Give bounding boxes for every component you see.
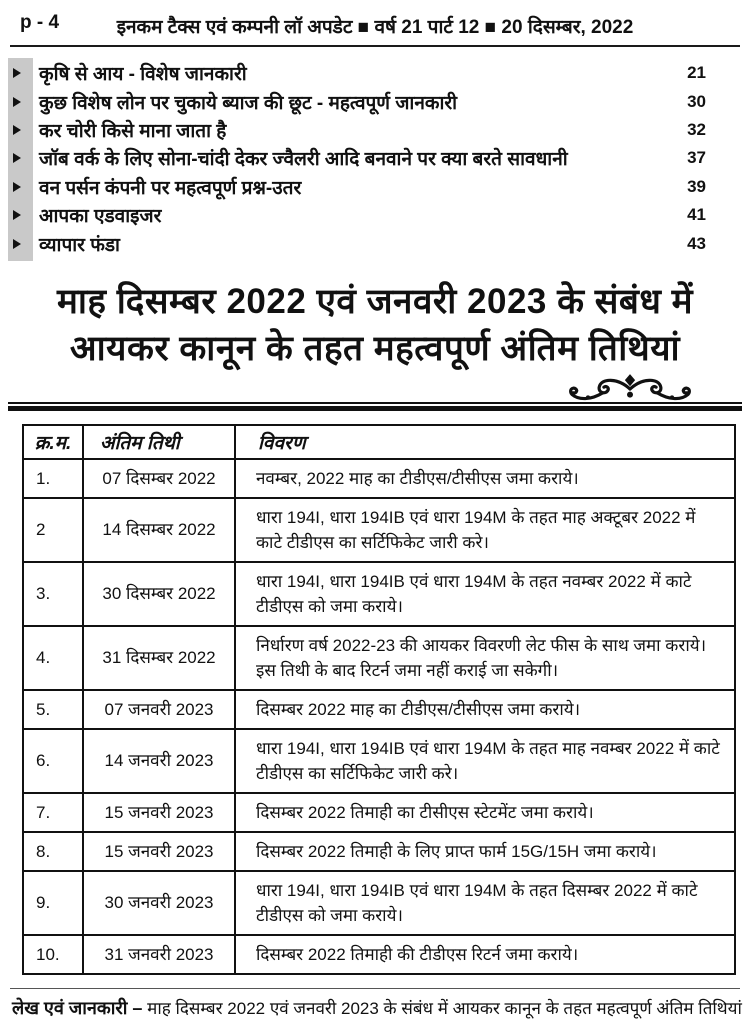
cell-last-date: 07 दिसम्बर 2022 [83, 459, 235, 498]
cell-details: धारा 194I, धारा 194IB एवं धारा 194M के तहत माह नवम्बर 2022 में काटे टीडीएस का सर्टिफिकेट जारी करे। [235, 729, 735, 793]
table-of-contents [0, 56, 750, 263]
toc-item-page-number: 37 [687, 148, 706, 168]
cell-serial: 6. [23, 729, 83, 793]
arrow-bullet-icon [13, 97, 21, 107]
cell-last-date: 15 जनवरी 2023 [83, 793, 235, 832]
toc-item-page-number: 30 [687, 91, 706, 111]
arrow-bullet-icon [13, 182, 21, 192]
cell-details: दिसम्बर 2022 तिमाही के लिए प्राप्त फार्म 15G/15H जमा कराये। [235, 832, 735, 871]
column-header-details: विवरण [235, 425, 735, 459]
toc-item [0, 59, 750, 87]
cell-details: धारा 194I, धारा 194IB एवं धारा 194M के तहत नवम्बर 2022 में काटे टीडीएस को जमा कराये। [235, 562, 735, 626]
footer-divider [10, 988, 740, 989]
toc-item [0, 173, 750, 201]
toc-item [0, 229, 750, 257]
arrow-bullet-icon [13, 153, 21, 163]
table-row [23, 498, 735, 562]
footer-note [12, 996, 742, 1020]
toc-item-label: कुछ विशेष लोन पर चुकाये ब्याज की छूट - महत्वपूर्ण जानकारी [39, 92, 458, 114]
footer-note-label: लेख एवं जानकारी – [12, 997, 143, 1018]
toc-item [0, 144, 750, 172]
cell-last-date: 30 जनवरी 2023 [83, 871, 235, 935]
arrow-bullet-icon [13, 239, 21, 249]
footer-note-text: माह दिसम्बर 2022 एवं जनवरी 2023 के संबंध में आयकर कानून के तहत महत्वपूर्ण अंतिम तिथियां [147, 998, 742, 1018]
cell-last-date: 30 दिसम्बर 2022 [83, 562, 235, 626]
masthead [10, 0, 740, 47]
cell-serial: 9. [23, 871, 83, 935]
article-title [0, 278, 750, 372]
cell-details: धारा 194I, धारा 194IB एवं धारा 194M के तहत माह अक्टूबर 2022 में काटे टीडीएस का सर्टिफिकेट जारी करे। [235, 498, 735, 562]
column-header-last-date: अंतिम तिथी [83, 425, 235, 459]
cell-last-date: 14 जनवरी 2023 [83, 729, 235, 793]
toc-item-label: वन पर्सन कंपनी पर महत्वपूर्ण प्रश्न-उतर [39, 177, 302, 199]
cell-details: दिसम्बर 2022 माह का टीडीएस/टीसीएस जमा कराये। [235, 690, 735, 729]
deadlines-table [22, 424, 736, 975]
cell-last-date: 14 दिसम्बर 2022 [83, 498, 235, 562]
cell-serial: 2 [23, 498, 83, 562]
cell-details: दिसम्बर 2022 तिमाही का टीसीएस स्टेटमेंट जमा कराये। [235, 793, 735, 832]
table-row [23, 690, 735, 729]
flourish-ornament-icon [560, 373, 700, 405]
arrow-bullet-icon [13, 68, 21, 78]
article-title-line1: माह दिसम्बर 2022 एवं जनवरी 2023 के संबंध में [56, 281, 694, 321]
cell-last-date: 07 जनवरी 2023 [83, 690, 235, 729]
cell-serial: 8. [23, 832, 83, 871]
table-row [23, 832, 735, 871]
table-row [23, 871, 735, 935]
table-row [23, 626, 735, 690]
cell-details: धारा 194I, धारा 194IB एवं धारा 194M के तहत दिसम्बर 2022 में काटे टीडीएस को जमा कराये। [235, 871, 735, 935]
toc-item [0, 116, 750, 144]
arrow-bullet-icon [13, 210, 21, 220]
toc-item-page-number: 21 [687, 63, 706, 83]
cell-last-date: 15 जनवरी 2023 [83, 832, 235, 871]
cell-serial: 1. [23, 459, 83, 498]
table-row [23, 562, 735, 626]
cell-serial: 7. [23, 793, 83, 832]
table-row [23, 729, 735, 793]
toc-item-page-number: 43 [687, 233, 706, 253]
cell-details: नवम्बर, 2022 माह का टीडीएस/टीसीएस जमा कराये। [235, 459, 735, 498]
table-row [23, 935, 735, 974]
table-header-row [23, 425, 735, 459]
cell-details: दिसम्बर 2022 तिमाही की टीडीएस रिटर्न जमा कराये। [235, 935, 735, 974]
toc-item-label: कर चोरी किसे माना जाता है [39, 120, 227, 142]
cell-last-date: 31 दिसम्बर 2022 [83, 626, 235, 690]
arrow-bullet-icon [13, 125, 21, 135]
masthead-title: इनकम टैक्स एवं कम्पनी लॉ अपडेट ■ वर्ष 21 पार्ट 12 ■ 20 दिसम्बर, 2022 [116, 17, 634, 38]
toc-item-page-number: 39 [687, 176, 706, 196]
cell-details: निर्धारण वर्ष 2022-23 की आयकर विवरणी लेट फीस के साथ जमा कराये। इस तिथी के बाद रिटर्न जमा नहीं कराई जा सकेगी। [235, 626, 735, 690]
toc-item-page-number: 41 [687, 205, 706, 225]
cell-serial: 10. [23, 935, 83, 974]
toc-item-page-number: 32 [687, 119, 706, 139]
ornament-row [8, 372, 742, 402]
cell-serial: 3. [23, 562, 83, 626]
toc-item [0, 201, 750, 229]
toc-item-label: कृषि से आय - विशेष जानकारी [39, 64, 247, 86]
table-row [23, 793, 735, 832]
article-title-line2: आयकर कानून के तहत महत्वपूर्ण अंतिम तिथियां [69, 328, 681, 368]
table-row [23, 459, 735, 498]
cell-serial: 4. [23, 626, 83, 690]
cell-serial: 5. [23, 690, 83, 729]
toc-item-label: व्यापार फंडा [39, 234, 120, 256]
cell-last-date: 31 जनवरी 2023 [83, 935, 235, 974]
column-header-serial: क्र.म. [23, 425, 83, 459]
toc-item-label: आपका एडवाइजर [39, 206, 162, 228]
page-number-label: p - 4 [20, 12, 60, 33]
toc-item-label: जॉब वर्क के लिए सोना-चांदी देकर ज्वैलरी आदि बनवाने पर क्या बरते सावधानी [39, 149, 568, 171]
toc-item [0, 87, 750, 115]
